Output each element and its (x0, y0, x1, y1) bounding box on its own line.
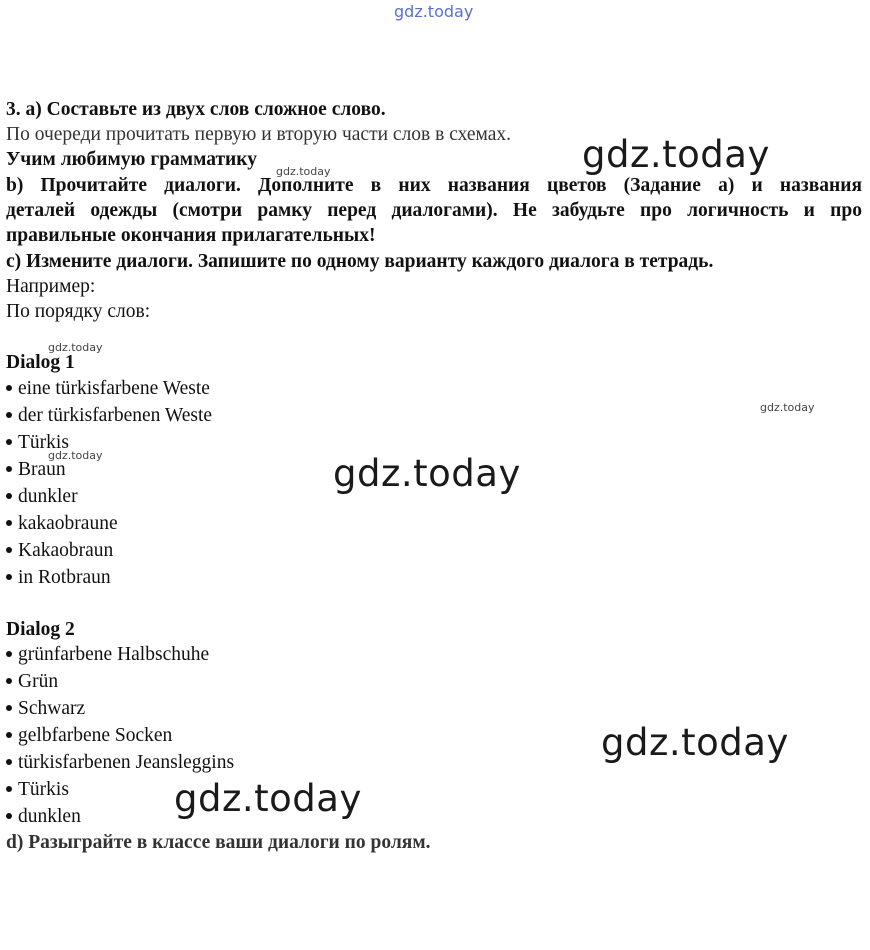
task-line-3: Учим любимую грамматику (6, 149, 257, 170)
list-item: Schwarz (6, 696, 85, 722)
watermark-top: gdz.today (394, 2, 474, 21)
bullet-icon (6, 732, 12, 738)
task-line-6: правильные окончания прилагательных! (6, 225, 376, 246)
list-item: Türkis (6, 430, 69, 456)
bullet-icon (6, 651, 12, 657)
watermark-large: gdz.today (174, 777, 362, 820)
bullet-icon (6, 493, 12, 499)
list-item: dunklen (6, 804, 81, 830)
list-item: kakaobraune (6, 511, 118, 537)
watermark-large: gdz.today (601, 721, 789, 764)
bullet-icon (6, 678, 12, 684)
task-line-7: c) Измените диалоги. Запишите по одному варианту каждого диалога в тетрадь. (6, 251, 714, 272)
bullet-icon (6, 547, 12, 553)
bullet-icon (6, 705, 12, 711)
task-line-5: деталей одежды (смотри рамку перед диалогами). Не забудьте про логичность и про (6, 200, 862, 221)
list-item: Türkis (6, 777, 69, 803)
list-item: gelbfarbene Socken (6, 723, 172, 749)
task-line-1: 3. а) Составьте из двух слов сложное слово. (6, 99, 386, 120)
watermark-small: gdz.today (276, 165, 331, 178)
list-item: eine türkisfarbene Weste (6, 376, 210, 402)
task-line-9: По порядку слов: (6, 301, 151, 322)
task-line-8: Например: (6, 276, 96, 297)
list-item: Grün (6, 669, 58, 695)
bullet-icon (6, 439, 12, 445)
list-item: der türkisfarbenen Weste (6, 403, 212, 429)
bullet-icon (6, 574, 12, 580)
list-item: Kakaobraun (6, 538, 113, 564)
bullet-icon (6, 759, 12, 765)
watermark-small: gdz.today (760, 401, 815, 414)
list-item: Braun (6, 457, 66, 483)
bullet-icon (6, 385, 12, 391)
dialog1-title: Dialog 1 (6, 352, 75, 373)
task-line-4: b) Прочитайте диалоги. Дополните в них названия цветов (Задание а) и названия (6, 175, 862, 196)
task-line-2: По очереди прочитать первую и вторую части слов в схемах. (6, 124, 512, 145)
list-item: türkisfarbenen Jeansleggins (6, 750, 234, 776)
bullet-icon (6, 520, 12, 526)
watermark-large: gdz.today (582, 133, 770, 176)
dialog2-title: Dialog 2 (6, 619, 75, 640)
watermark-small: gdz.today (48, 449, 103, 462)
bullet-icon (6, 813, 12, 819)
list-item: dunkler (6, 484, 78, 510)
watermark-small: gdz.today (48, 341, 103, 354)
list-item: in Rotbraun (6, 565, 111, 591)
bullet-icon (6, 466, 12, 472)
bullet-icon (6, 786, 12, 792)
bullet-icon (6, 412, 12, 418)
task-d-line: d) Разыграйте в классе ваши диалоги по ролям. (6, 832, 431, 853)
watermark-large: gdz.today (333, 452, 521, 495)
list-item: grünfarbene Halbschuhe (6, 642, 209, 668)
